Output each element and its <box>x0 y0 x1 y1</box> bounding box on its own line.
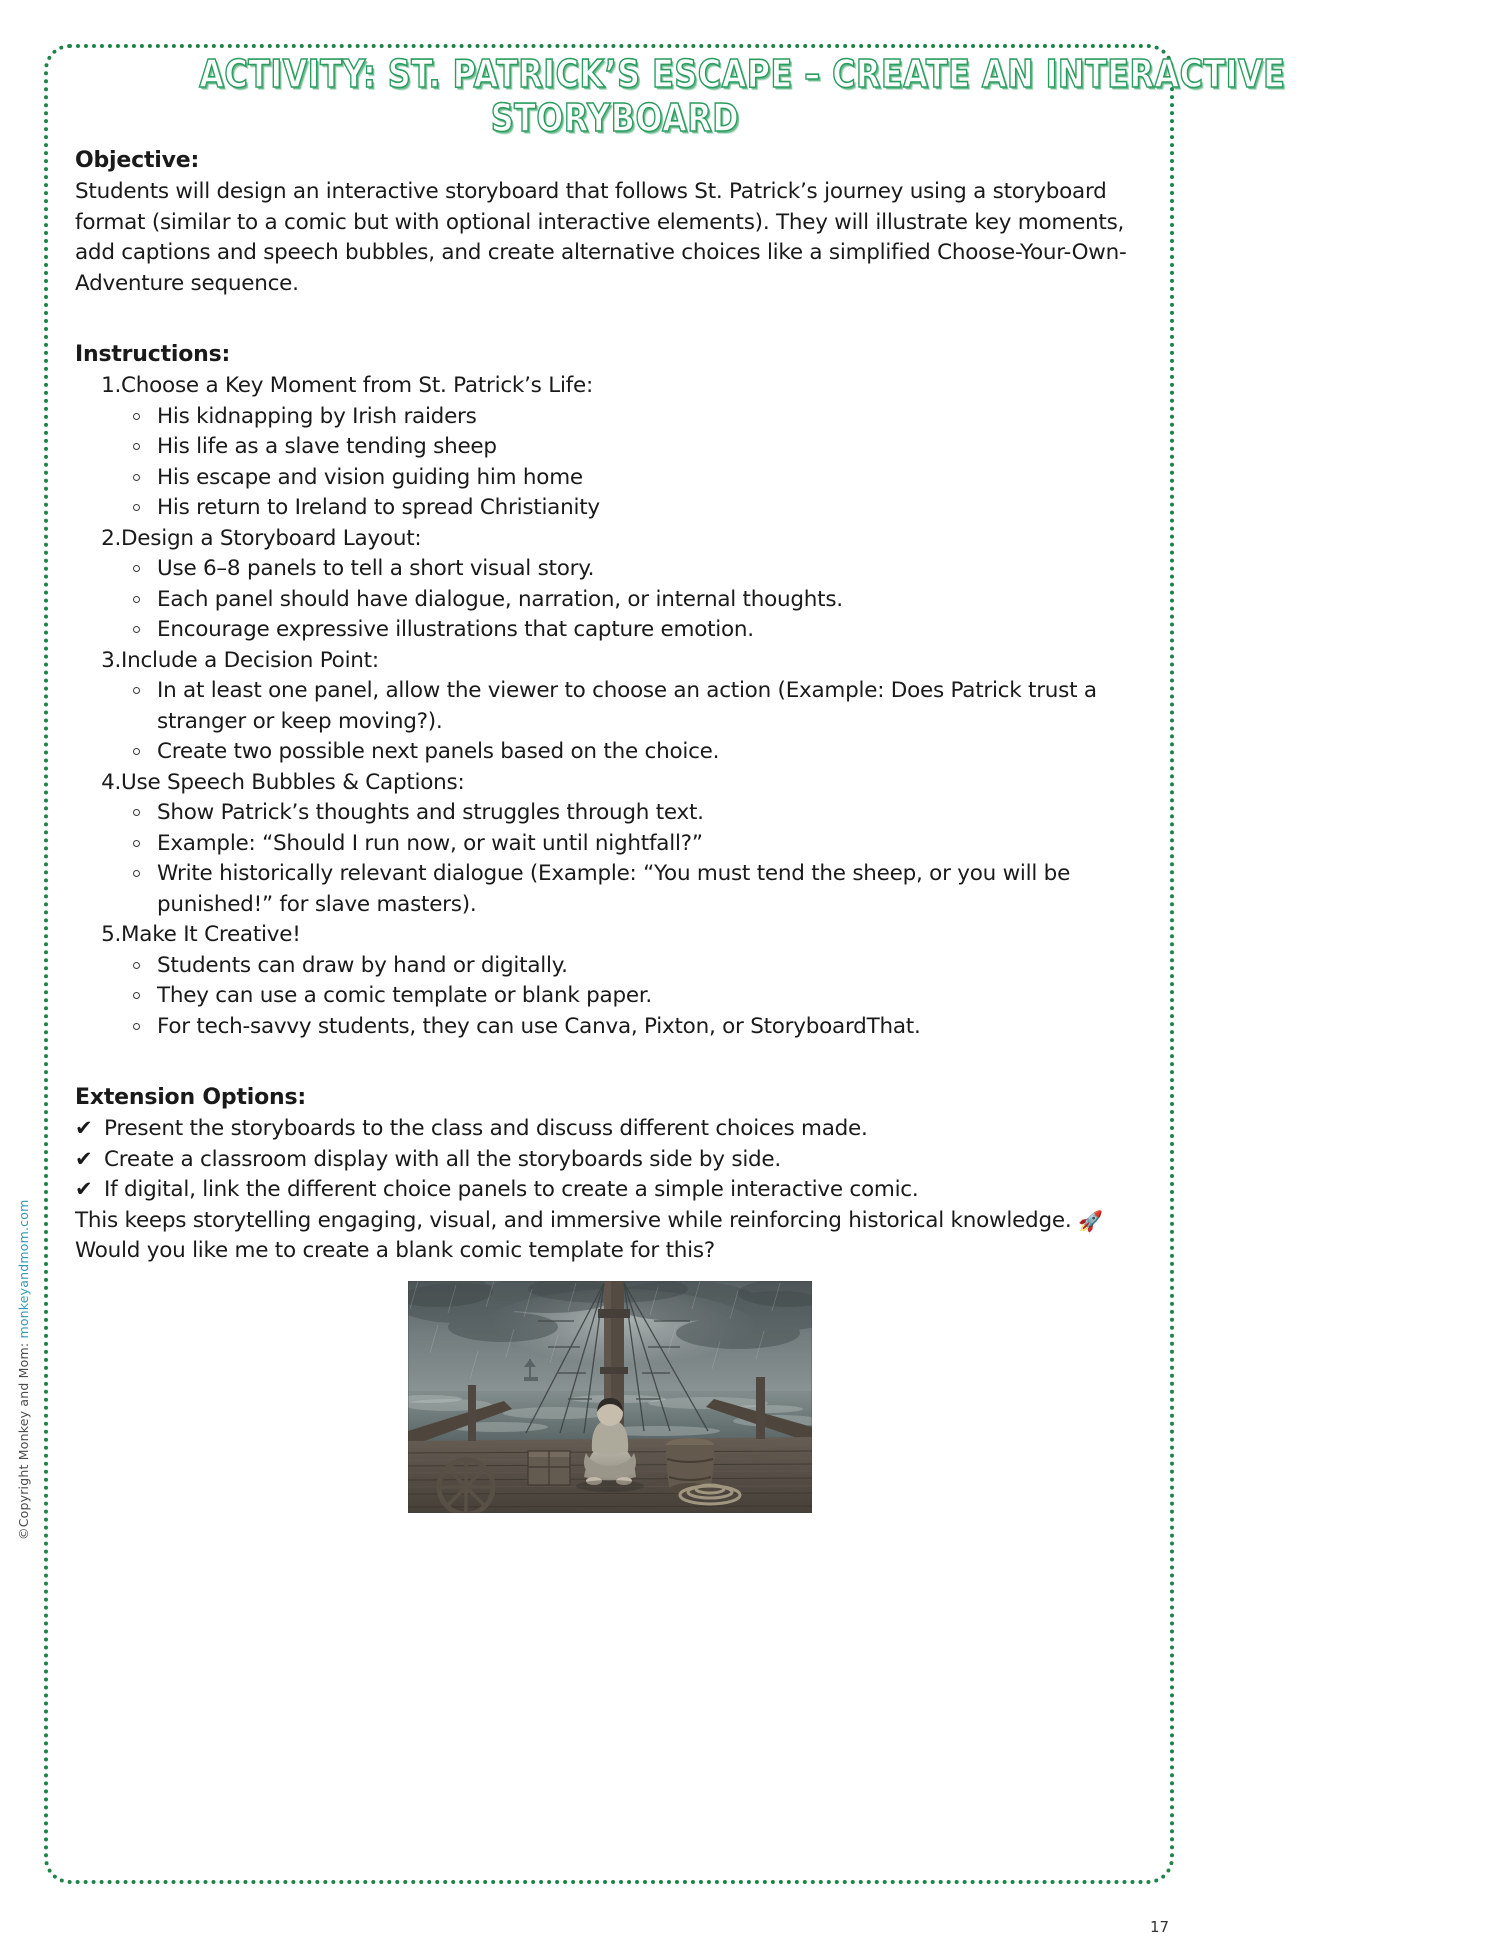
list-item <box>121 951 1150 982</box>
list-item-text: His return to Ireland to spread Christianity <box>157 495 600 520</box>
instructions-heading: Instructions: <box>75 342 231 367</box>
instruction-step <box>75 524 1150 646</box>
list-item <box>121 798 1150 829</box>
circle-bullet-icon <box>133 992 140 999</box>
list-item-text: Write historically relevant dialogue (Example: “You must tend the sheep, or you will be punished!” for slave masters). <box>157 861 1071 917</box>
spacer <box>75 299 1150 339</box>
illustration-svg <box>408 1281 812 1513</box>
step-label: Choose a Key Moment from St. Patrick’s Life: <box>121 373 593 398</box>
step-sublist <box>121 402 1150 524</box>
list-item-text: Present the storyboards to the class and discuss different choices made. <box>104 1116 868 1141</box>
step-sublist <box>121 676 1150 768</box>
list-item-text: Use 6–8 panels to tell a short visual story. <box>157 556 595 581</box>
closing-question: Would you like me to create a blank comic template for this? <box>75 1238 715 1263</box>
list-item-text: Encourage expressive illustrations that capture emotion. <box>157 617 754 642</box>
list-item <box>121 493 1150 524</box>
circle-bullet-icon <box>133 809 140 816</box>
circle-bullet-icon <box>133 687 140 694</box>
list-item <box>121 676 1150 737</box>
objective-body: Students will design an interactive storyboard that follows St. Patrick’s journey using a storyboard format (similar to a comic but with optional interactive elements). They will illustrate key moments, add captions and speech bubbles, and create alternative choices like a simplified Choose-Your-Own-Adventure sequence. <box>75 179 1127 296</box>
list-item <box>121 1012 1150 1043</box>
circle-bullet-icon <box>133 596 140 603</box>
step-sublist <box>121 554 1150 646</box>
circle-bullet-icon <box>133 443 140 450</box>
list-item-text: Students can draw by hand or digitally. <box>157 952 568 978</box>
copyright-text: ©Copyright Monkey and Mom: <box>16 1338 31 1540</box>
list-item <box>121 554 1150 585</box>
closing-line-1: This keeps storytelling engaging, visual, and immersive while reinforcing historical knowledge. <box>75 1207 1072 1233</box>
circle-bullet-icon <box>133 840 140 847</box>
circle-bullet-icon <box>133 504 140 511</box>
list-item-text: If digital, link the different choice panels to create a simple interactive comic. <box>104 1177 919 1202</box>
instruction-step <box>75 768 1150 921</box>
list-item-text: They can use a comic template or blank paper. <box>157 983 653 1008</box>
list-item <box>121 585 1150 616</box>
objective-heading: Objective: <box>75 148 200 173</box>
list-item-text: Create two possible next panels based on the choice. <box>157 739 720 764</box>
step-label: Make It Creative! <box>121 922 301 947</box>
circle-bullet-icon <box>133 962 140 969</box>
worksheet-content <box>75 145 1150 1267</box>
check-icon: ✔ <box>75 1177 93 1201</box>
list-item <box>75 1145 1150 1176</box>
list-item <box>121 402 1150 433</box>
rocket-icon: 🚀 <box>1078 1208 1103 1233</box>
step-number: 3. <box>101 647 121 673</box>
step-sublist <box>121 798 1150 920</box>
step-label: Use Speech Bubbles & Captions: <box>121 769 465 795</box>
list-item <box>121 432 1150 463</box>
storm-ship-illustration <box>408 1281 812 1513</box>
copyright-link[interactable]: monkeyandmom.com <box>16 1199 31 1339</box>
list-item-text: His kidnapping by Irish raiders <box>157 403 477 429</box>
step-number: 5. <box>101 922 121 947</box>
list-item-text: Example: “Should I run now, or wait until nightfall?” <box>157 830 703 856</box>
list-item-text: Show Patrick’s thoughts and struggles through text. <box>157 800 704 825</box>
extension-options-list <box>75 1114 1150 1206</box>
instructions-list <box>75 371 1150 1042</box>
step-sublist <box>121 951 1150 1043</box>
page-number: 17 <box>1150 1918 1170 1936</box>
page-title <box>120 52 1286 140</box>
list-item <box>121 829 1150 860</box>
step-number: 1. <box>101 373 121 398</box>
circle-bullet-icon <box>133 748 140 755</box>
step-label: Design a Storyboard Layout: <box>121 525 422 551</box>
list-item <box>121 463 1150 494</box>
step-number: 4. <box>101 769 121 795</box>
list-item-text: In at least one panel, allow the viewer to choose an action (Example: Does Patrick trust a stranger or keep moving?). <box>157 678 1097 734</box>
page-title-line-2: STORYBOARD <box>490 96 740 140</box>
list-item <box>121 737 1150 768</box>
check-icon: ✔ <box>75 1146 93 1171</box>
circle-bullet-icon <box>133 474 140 481</box>
closing-paragraph <box>75 1206 1150 1237</box>
list-item <box>75 1114 1150 1145</box>
instruction-step <box>75 371 1150 524</box>
list-item-text: For tech-savvy students, they can use Canva, Pixton, or StoryboardThat. <box>157 1013 921 1039</box>
list-item <box>75 1175 1150 1206</box>
list-item-text: Create a classroom display with all the storyboards side by side. <box>104 1146 781 1172</box>
step-number: 2. <box>101 525 121 551</box>
circle-bullet-icon <box>133 870 140 877</box>
instruction-step <box>75 920 1150 1042</box>
list-item <box>121 615 1150 646</box>
circle-bullet-icon <box>133 1023 140 1030</box>
copyright-notice <box>16 1200 31 1540</box>
step-label: Include a Decision Point: <box>121 647 379 673</box>
extension-options-heading: Extension Options: <box>75 1085 306 1110</box>
list-item-text: His escape and vision guiding him home <box>157 464 583 490</box>
page-title-line-1: ACTIVITY: ST. PATRICK’S ESCAPE – CREATE AN INTERACTIVE <box>199 52 1286 96</box>
circle-bullet-icon <box>133 565 140 572</box>
circle-bullet-icon <box>133 413 140 420</box>
check-icon: ✔ <box>75 1116 93 1140</box>
list-item <box>121 859 1150 920</box>
list-item-text: His life as a slave tending sheep <box>157 434 497 459</box>
instruction-step <box>75 646 1150 768</box>
list-item <box>121 981 1150 1012</box>
circle-bullet-icon <box>133 626 140 633</box>
list-item-text: Each panel should have dialogue, narration, or internal thoughts. <box>157 586 843 612</box>
spacer <box>75 1042 1150 1082</box>
